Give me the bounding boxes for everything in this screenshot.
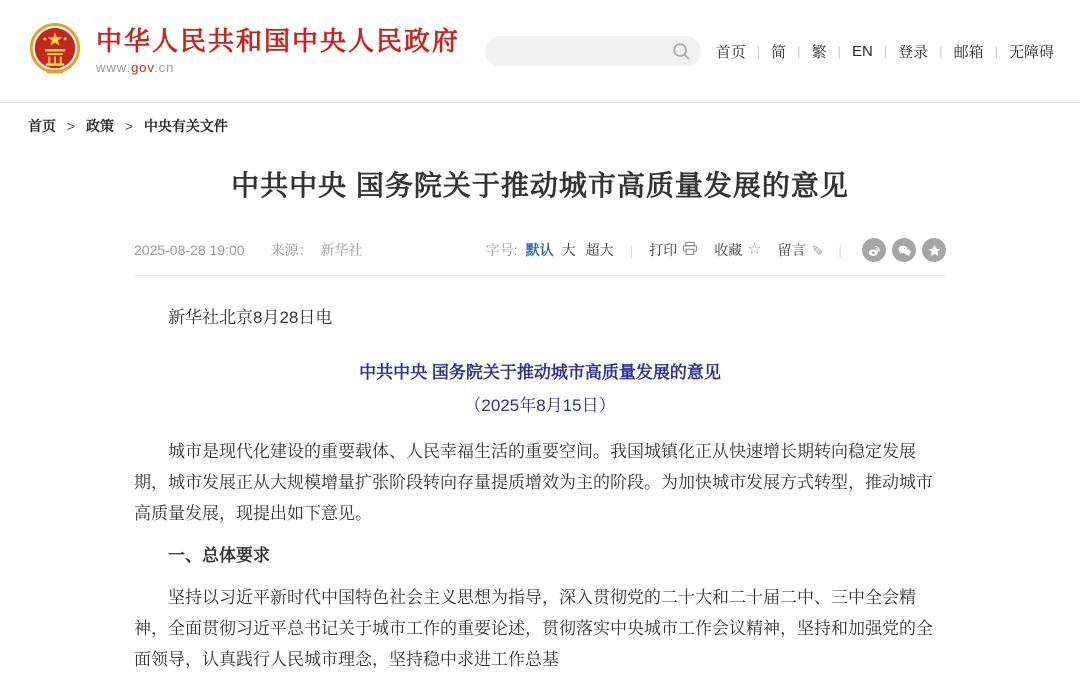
pencil-icon: ✎	[808, 244, 825, 257]
search-box	[485, 36, 701, 66]
wechat-share-icon[interactable]	[892, 238, 916, 262]
search-input[interactable]	[499, 42, 672, 60]
article	[134, 166, 946, 675]
font-size-large[interactable]: 大	[561, 242, 576, 259]
nav-mail[interactable]: 邮箱	[953, 43, 984, 61]
article-meta-row: 2025-08-28 19:00 来源： 新华社 字号: 默认 大 超大 | 打印 收藏 ☆ 留言 ✎ |	[134, 238, 946, 276]
breadcrumb-central-documents[interactable]: 中央有关文件	[143, 118, 228, 134]
nav-accessibility[interactable]: 无障碍	[1008, 43, 1054, 61]
paragraph: 城市是现代化建设的重要载体、人民幸福生活的重要空间。我国城镇化正从快速增长期转向稳定发展期，城市发展正从大规模增量扩张阶段转向存量提质增效为主的阶段。为加快城市发展方式转型，推动城市高质量发展，现提出如下意见。	[134, 441, 933, 523]
page-title: 中共中央 国务院关于推动城市高质量发展的意见	[231, 170, 849, 201]
national-emblem-icon	[28, 22, 82, 81]
search-icon[interactable]	[672, 42, 691, 61]
top-nav: 首页 | 简 | 繁 | EN | 登录 | 邮箱 | 无障碍	[715, 42, 1054, 61]
dateline: 新华社北京8月28日电	[168, 308, 333, 328]
publish-datetime: 2025-08-28 19:00	[134, 242, 245, 259]
comment-button[interactable]: 留言 ✎	[777, 242, 825, 259]
nav-simplified[interactable]: 简	[771, 43, 787, 61]
breadcrumb-policy[interactable]: 政策	[85, 118, 114, 134]
breadcrumb: 首页 > 政策 > 中央有关文件	[28, 118, 228, 134]
font-size-label: 字号:	[485, 242, 518, 259]
star-icon: ☆	[747, 241, 762, 259]
nav-english[interactable]: EN	[851, 42, 873, 60]
qzone-share-icon[interactable]	[922, 238, 946, 262]
site-url: www.gov.cn	[96, 60, 175, 76]
favorite-button[interactable]: 收藏 ☆	[714, 241, 762, 259]
font-size-default[interactable]: 默认	[525, 242, 554, 259]
site-logo[interactable]	[28, 22, 460, 81]
printer-icon	[682, 241, 698, 259]
share-group	[862, 238, 946, 262]
article-body	[134, 276, 946, 675]
section-heading: 一、总体要求	[168, 545, 270, 565]
source-value[interactable]: 新华社	[320, 242, 363, 259]
document-date: （2025年8月15日）	[464, 396, 616, 416]
nav-home[interactable]: 首页	[715, 43, 746, 61]
nav-login[interactable]: 登录	[898, 43, 929, 61]
weibo-share-icon[interactable]	[862, 238, 886, 262]
font-size-xlarge[interactable]: 超大	[585, 242, 614, 259]
paragraph: 坚持以习近平新时代中国特色社会主义思想为指导，深入贯彻党的二十大和二十届二中、三中全会精神，全面贯彻习近平总书记关于城市工作的重要论述，贯彻落实中央城市工作会议精神，坚持和加强党的全面领导，认真践行人民城市理念，坚持稳中求进工作总基	[134, 587, 933, 670]
breadcrumb-home[interactable]: 首页	[28, 118, 56, 134]
print-button[interactable]: 打印	[649, 240, 698, 260]
source-label: 来源：	[270, 242, 313, 259]
nav-traditional[interactable]: 繁	[811, 43, 827, 61]
site-header	[0, 0, 1080, 103]
document-title: 中共中央 国务院关于推动城市高质量发展的意见	[359, 363, 721, 383]
site-title: 中华人民共和国中央人民政府	[96, 25, 461, 56]
